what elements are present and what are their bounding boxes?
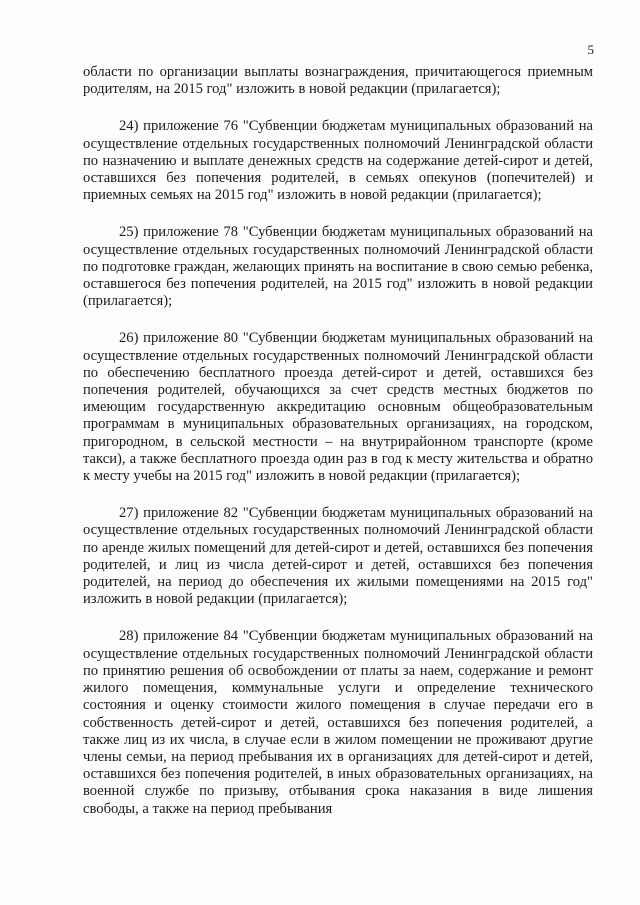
paragraph-item-25: 25) приложение 78 "Субвенции бюджетам муниципальных образований на осуществление отдельных государственных полномочий Ленинградской области по подготовке граждан, желающих принять на воспитание в свою семью ребенка, оставшегося без попечения родителей, на 2015 год" изложить в новой редакции (прилагается); [83, 224, 593, 310]
paragraph-continuation: области по организации выплаты вознаграждения, причитающегося приемным родителям, на 2015 год" изложить в новой редакции (прилагается); [83, 64, 593, 98]
paragraph-item-27: 27) приложение 82 "Субвенции бюджетам муниципальных образований на осуществление отдельных государственных полномочий Ленинградской области по аренде жилых помещений для детей-сирот и детей, оставшихся без попечения родителей, и лиц из числа детей-сирот и детей, оставшихся без попечения родителей, на период до обеспечения их жилыми помещениями на 2015 год" изложить в новой редакции (прилагается); [83, 505, 593, 608]
paragraph-item-24: 24) приложение 76 "Субвенции бюджетам муниципальных образований на осуществление отдельных государственных полномочий Ленинградской области по назначению и выплате денежных средств на содержание детей-сирот и детей, оставшихся без попечения родителей, в семьях опекунов (попечителей) и приемных семьях на 2015 год" изложить в новой редакции (прилагается); [83, 118, 593, 204]
paragraph-item-26: 26) приложение 80 "Субвенции бюджетам муниципальных образований на осуществление отдельных государственных полномочий Ленинградской области по обеспечению бесплатного проезда детей-сирот и детей, оставшихся без попечения родителей, обучающихся за счет средств местных бюджетов по имеющим государственную аккредитацию основным общеобразовательным программам в муниципальных образовательных организациях, на городском, пригородном, в сельской местности – на внутрирайонном транспорте (кроме такси), а также бесплатного проезда один раз в год к месту жительства и обратно к месту учебы на 2015 год" изложить в новой редакции (прилагается); [83, 330, 593, 485]
page-number: 5 [587, 42, 594, 57]
document-body [83, 64, 593, 818]
paragraph-item-28: 28) приложение 84 "Субвенции бюджетам муниципальных образований на осуществление отдельных государственных полномочий Ленинградской области по принятию решения об освобождении от платы за наем, содержание и ремонт жилого помещения, коммунальные услуги и определение технического состояния и оценку стоимости жилого помещения в случае передачи его в собственность детей-сирот и детей, оставшихся без попечения родителей, а также лиц из их числа, в случае если в жилом помещении не проживают другие члены семьи, на период пребывания их в организациях для детей-сирот и детей, оставшихся без попечения родителей, в иных образовательных организациях, на военной службе по призыву, отбывания срока наказания в виде лишения свободы, а также на период пребывания [83, 628, 593, 817]
